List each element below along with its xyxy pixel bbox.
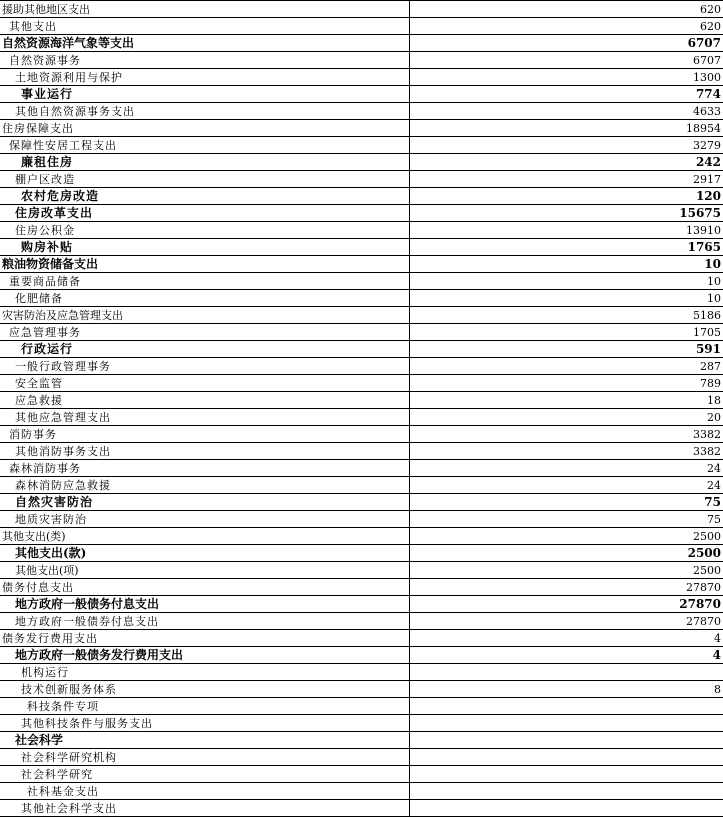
item-amount: 8 [409,681,723,698]
table-row [0,256,723,273]
table-row [0,715,723,732]
item-amount: 3279 [409,137,723,154]
item-amount [409,732,723,749]
table-row [0,783,723,800]
table-row [0,528,723,545]
table-row [0,171,723,188]
item-amount [409,800,723,817]
table-row [0,52,723,69]
item-amount: 1765 [409,239,723,256]
table-row [0,698,723,715]
table-row [0,477,723,494]
item-name: 其他社会科学支出 [0,800,409,817]
table-row [0,800,723,817]
table-row [0,324,723,341]
item-amount [409,766,723,783]
item-name: 其他支出(项) [0,562,409,579]
table-row [0,681,723,698]
table-row [0,494,723,511]
item-name: 保障性安居工程支出 [0,137,409,154]
item-name: 粮油物资储备支出 [0,256,409,273]
table-row [0,307,723,324]
item-amount: 4 [409,647,723,664]
item-name: 机构运行 [0,664,409,681]
item-name: 一般行政管理事务 [0,358,409,375]
table-row [0,375,723,392]
item-amount: 287 [409,358,723,375]
item-name: 地方政府一般债券付息支出 [0,613,409,630]
item-name: 社会科学研究机构 [0,749,409,766]
item-amount: 4 [409,630,723,647]
table-row [0,222,723,239]
item-name: 地方政府一般债务付息支出 [0,596,409,613]
item-amount: 6707 [409,52,723,69]
table-row [0,239,723,256]
table-row [0,154,723,171]
table-row [0,137,723,154]
item-amount: 13910 [409,222,723,239]
item-amount: 774 [409,86,723,103]
item-name: 廉租住房 [0,154,409,171]
item-amount [409,783,723,800]
table-row [0,426,723,443]
item-amount: 18954 [409,120,723,137]
item-name: 其他科技条件与服务支出 [0,715,409,732]
item-amount [409,664,723,681]
item-name: 其他支出(类) [0,528,409,545]
item-name: 森林消防应急救援 [0,477,409,494]
item-amount: 10 [409,273,723,290]
item-amount: 3382 [409,426,723,443]
table-row [0,392,723,409]
table-row [0,579,723,596]
table-row [0,1,723,18]
item-amount: 3382 [409,443,723,460]
item-name: 援助其他地区支出 [0,1,409,18]
item-amount: 2500 [409,528,723,545]
item-name: 化肥储备 [0,290,409,307]
item-amount: 620 [409,18,723,35]
table-row [0,732,723,749]
item-amount: 27870 [409,613,723,630]
item-amount: 27870 [409,579,723,596]
item-name: 土地资源利用与保护 [0,69,409,86]
item-amount: 75 [409,511,723,528]
table-row [0,409,723,426]
table-row [0,443,723,460]
table-row [0,749,723,766]
table-row [0,69,723,86]
table-row [0,630,723,647]
item-amount: 20 [409,409,723,426]
table-row [0,290,723,307]
item-name: 棚户区改造 [0,171,409,188]
table-row [0,766,723,783]
table-row [0,103,723,120]
table-row [0,596,723,613]
item-name: 社科基金支出 [0,783,409,800]
table-row [0,664,723,681]
item-name: 地方政府一般债务发行费用支出 [0,647,409,664]
table-row [0,613,723,630]
item-name: 债务发行费用支出 [0,630,409,647]
item-name: 其他消防事务支出 [0,443,409,460]
item-name: 技术创新服务体系 [0,681,409,698]
table-row [0,647,723,664]
item-name: 其他支出(款) [0,545,409,562]
item-name: 住房保障支出 [0,120,409,137]
item-amount: 24 [409,477,723,494]
item-name: 森林消防事务 [0,460,409,477]
item-amount: 10 [409,256,723,273]
item-name: 住房改革支出 [0,205,409,222]
item-amount: 620 [409,1,723,18]
item-name: 消防事务 [0,426,409,443]
item-amount: 789 [409,375,723,392]
item-amount: 5186 [409,307,723,324]
item-name: 自然资源事务 [0,52,409,69]
item-name: 购房补贴 [0,239,409,256]
table-row [0,341,723,358]
item-name: 社会科学研究 [0,766,409,783]
item-amount [409,698,723,715]
item-name: 行政运行 [0,341,409,358]
item-name: 应急救援 [0,392,409,409]
item-amount: 24 [409,460,723,477]
item-amount: 591 [409,341,723,358]
table-row [0,18,723,35]
item-amount: 2917 [409,171,723,188]
table-row [0,358,723,375]
item-amount [409,715,723,732]
item-name: 灾害防治及应急管理支出 [0,307,409,324]
item-name: 事业运行 [0,86,409,103]
item-amount: 18 [409,392,723,409]
item-amount: 6707 [409,35,723,52]
item-name: 其他支出 [0,18,409,35]
item-name: 社会科学 [0,732,409,749]
table-row [0,460,723,477]
item-amount: 4633 [409,103,723,120]
item-name: 重要商品储备 [0,273,409,290]
item-amount [409,749,723,766]
item-name: 应急管理事务 [0,324,409,341]
item-amount: 120 [409,188,723,205]
item-name: 安全监管 [0,375,409,392]
item-amount: 2500 [409,562,723,579]
item-name: 地质灾害防治 [0,511,409,528]
item-name: 债务付息支出 [0,579,409,596]
item-amount: 242 [409,154,723,171]
item-amount: 75 [409,494,723,511]
table-row [0,35,723,52]
item-name: 其他自然资源事务支出 [0,103,409,120]
table-row [0,562,723,579]
item-name: 科技条件专项 [0,698,409,715]
table-row [0,273,723,290]
item-amount: 1705 [409,324,723,341]
item-amount: 15675 [409,205,723,222]
item-name: 住房公积金 [0,222,409,239]
table-row [0,511,723,528]
item-amount: 1300 [409,69,723,86]
table-row [0,545,723,562]
item-name: 其他应急管理支出 [0,409,409,426]
item-amount: 10 [409,290,723,307]
table-row [0,86,723,103]
table-row [0,205,723,222]
item-name: 农村危房改造 [0,188,409,205]
table-row [0,188,723,205]
item-amount: 27870 [409,596,723,613]
item-name: 自然资源海洋气象等支出 [0,35,409,52]
item-amount: 2500 [409,545,723,562]
item-name: 自然灾害防治 [0,494,409,511]
table-row [0,120,723,137]
